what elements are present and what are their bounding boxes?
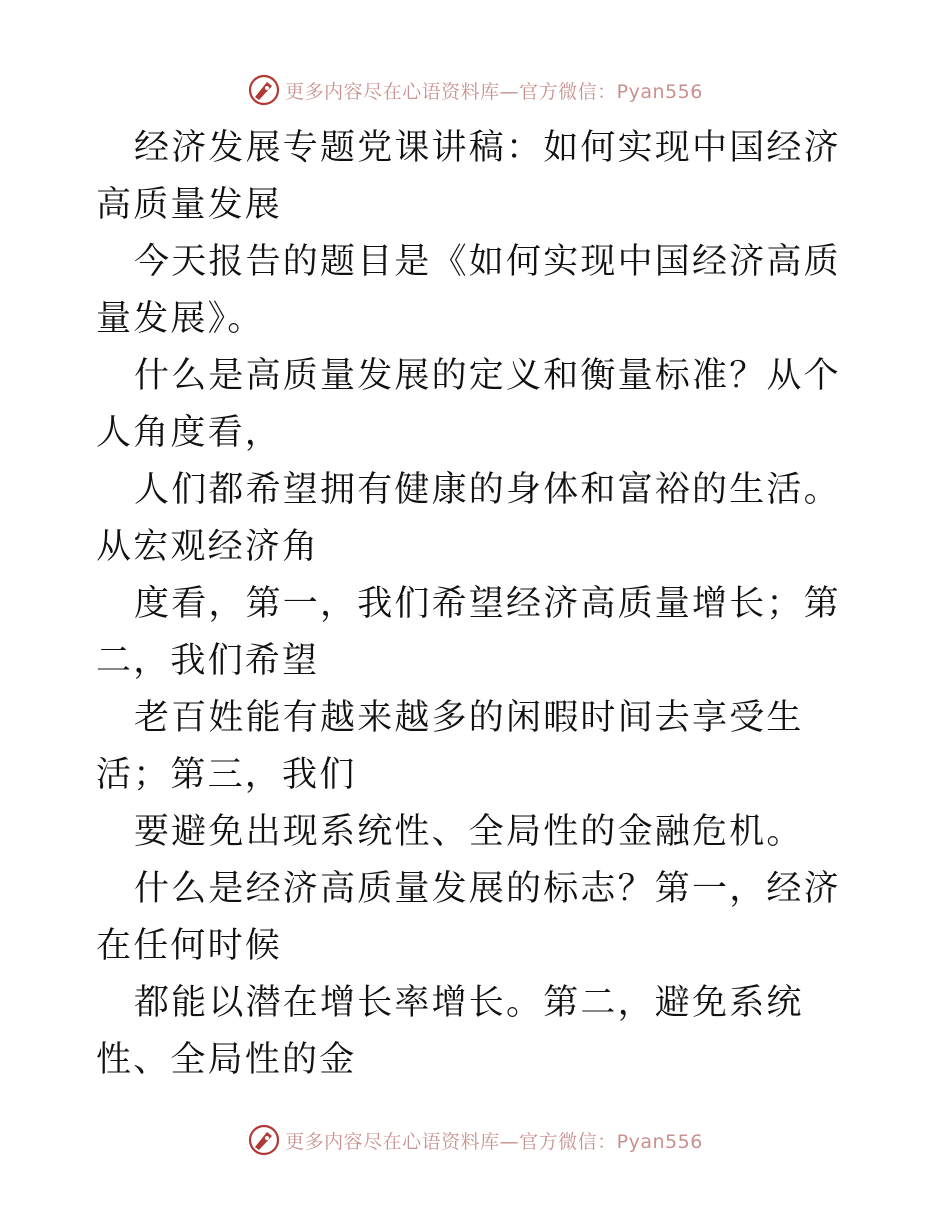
header-watermark: [0, 70, 950, 110]
paragraph: 都能以潜在增长率增长。第二，避免系统性、全局性的金: [96, 983, 804, 1080]
pen-nib-logo-icon: [247, 73, 281, 107]
watermark-text: 更多内容尽在心语资料库—官方微信：Pyan556: [285, 1130, 703, 1153]
document-body: [96, 120, 856, 1089]
watermark-text: 更多内容尽在心语资料库—官方微信：Pyan556: [285, 80, 703, 103]
paragraph: 人们都希望拥有健康的身体和富裕的生活。从宏观经济角: [96, 470, 841, 567]
paragraph: 要避免出现系统性、全局性的金融危机。: [134, 812, 804, 852]
paragraph: 什么是经济高质量发展的标志？第一，经济在任何时候: [96, 869, 841, 966]
paragraph-title: 经济发展专题党课讲稿：如何实现中国经济高质量发展: [96, 128, 841, 225]
paragraph: 什么是高质量发展的定义和衡量标准？从个人角度看，: [96, 356, 841, 453]
footer-watermark: [0, 1120, 950, 1160]
paragraph: 今天报告的题目是《如何实现中国经济高质量发展》。: [96, 242, 841, 339]
paragraph: 度看，第一，我们希望经济高质量增长；第二，我们希望: [96, 584, 841, 681]
pen-nib-logo-icon: [247, 1123, 281, 1157]
paragraph: 老百姓能有越来越多的闲暇时间去享受生活；第三，我们: [96, 698, 804, 795]
